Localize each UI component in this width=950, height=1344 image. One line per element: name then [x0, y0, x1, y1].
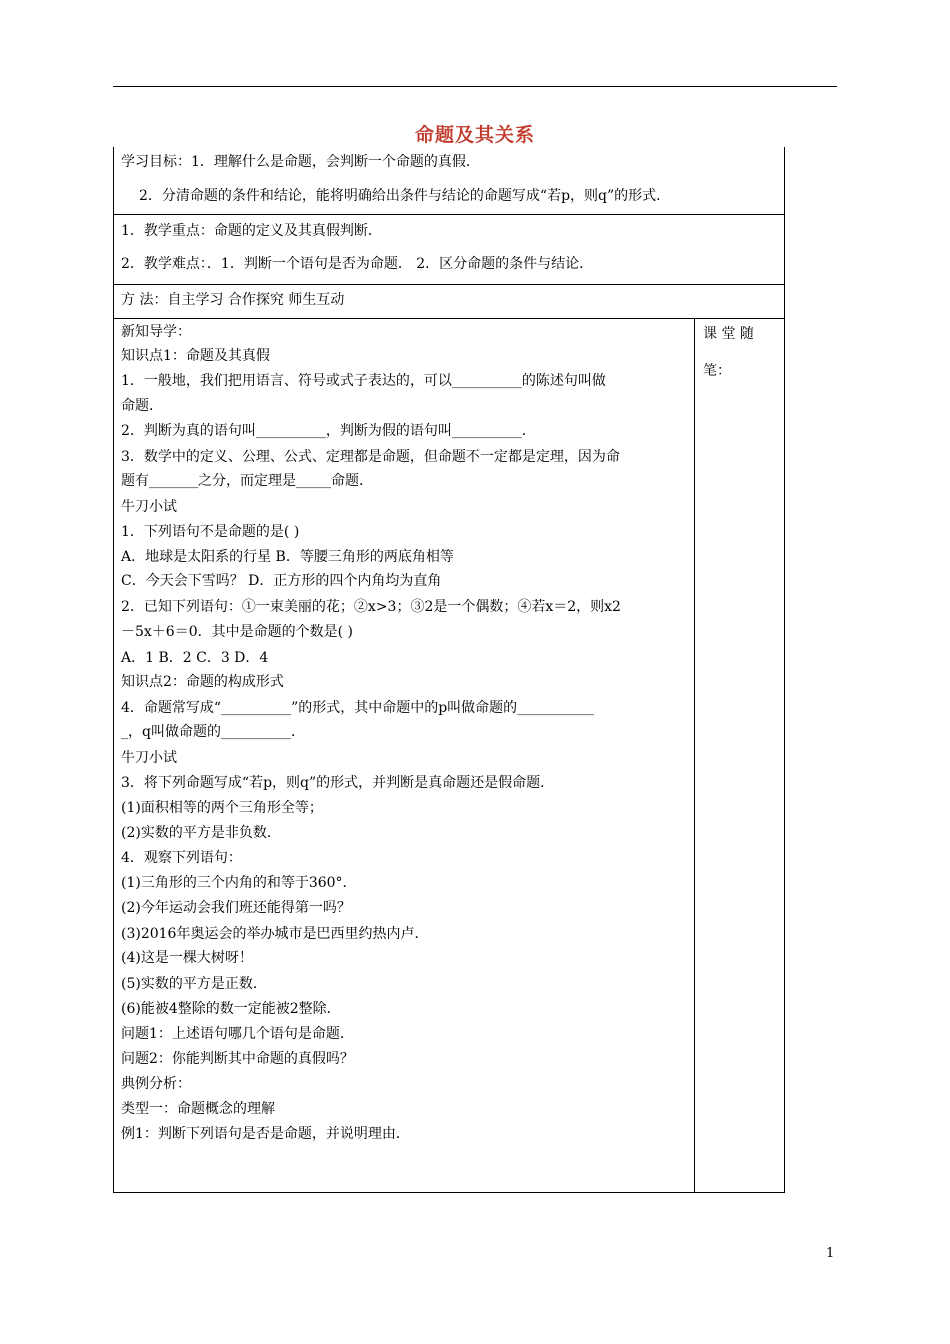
content-line: C．今天会下雪吗？ D．正方形的四个内角均为直角	[121, 573, 442, 589]
content-line: 2．已知下列语句：①一束美丽的花；②x>3；③2是一个偶数；④若x＝2，则x2	[121, 599, 621, 615]
content-line: A．地球是太阳系的行星 B．等腰三角形的两底角相等	[121, 549, 454, 565]
content-line: 3．数学中的定义、公理、公式、定理都是命题，但命题不一定都是定理，因为命	[121, 449, 620, 465]
content-line: (1)面积相等的两个三角形全等；	[121, 800, 323, 816]
teaching-focus: 1．教学重点：命题的定义及其真假判断．	[121, 223, 382, 239]
content-line: 牛刀小试	[121, 750, 177, 766]
notes-heading-cont: 笔：	[703, 363, 731, 379]
content-line: (6)能被4整除的数一定能被2整除．	[121, 1001, 341, 1017]
content-line: 问题2：你能判断其中命题的真假吗？	[121, 1051, 354, 1067]
notes-column-divider	[694, 318, 695, 1193]
page-title: 命题及其关系	[414, 124, 535, 146]
content-line: (5)实数的平方是正数．	[121, 976, 267, 992]
objective-2: 2．分清命题的条件和结论，能将明确给出条件与结论的命题写成“若p，则q”的形式．	[139, 188, 671, 204]
teaching-difficulty: 2．教学难点：．1．判断一个语句是否为命题． 2．区分命题的条件与结论．	[121, 256, 594, 272]
content-line: 例1：判断下列语句是否是命题，并说明理由．	[121, 1126, 410, 1142]
content-line: 4．命题常写成“__________”的形式，其中命题中的p叫做命题的___________	[121, 700, 595, 716]
content-line: 命题．	[121, 398, 163, 414]
objective-1: 学习目标：1．理解什么是命题，会判断一个命题的真假．	[121, 154, 480, 170]
row-divider-objectives	[113, 214, 785, 215]
content-line: 3．将下列命题写成“若p，则q”的形式，并判断是真命题还是假命题．	[121, 775, 555, 791]
content-line: 类型一：命题概念的理解	[121, 1101, 275, 1117]
content-line: A．1 B．2 C．3 D．4	[121, 650, 269, 666]
content-line: 4．观察下列语句：	[121, 850, 242, 866]
content-line: _，q叫做命题的__________．	[121, 724, 305, 740]
content-line: (2)实数的平方是非负数．	[121, 825, 281, 841]
notes-heading: 课 堂 随	[703, 326, 754, 342]
teaching-method: 方 法：自主学习 合作探究 师生互动	[121, 292, 345, 308]
content-line: 问题1：上述语句哪几个语句是命题．	[121, 1026, 354, 1042]
content-line: 新知导学：	[121, 324, 191, 340]
content-line: (4)这是一棵大树呀！	[121, 950, 253, 966]
content-line: (2)今年运动会我们班还能得第一吗？	[121, 900, 351, 916]
content-line: 知识点2：命题的构成形式	[121, 674, 284, 690]
content-line: 1．一般地，我们把用语言、符号或式子表达的，可以__________的陈述句叫做	[121, 373, 606, 389]
page-number: 1	[826, 1246, 835, 1261]
row-divider-focus	[113, 284, 785, 285]
content-line: －5x＋6＝0．其中是命题的个数是( )	[121, 624, 353, 640]
content-line: 知识点1：命题及其真假	[121, 348, 270, 364]
content-line: 典例分析：	[121, 1076, 191, 1092]
content-line: 牛刀小试	[121, 499, 177, 515]
row-divider-method	[113, 318, 785, 319]
header-rule	[113, 86, 837, 87]
content-line: 题有_______之分，而定理是_____命题．	[121, 473, 373, 489]
content-line: (3)2016年奥运会的举办城市是巴西里约热内卢．	[121, 926, 429, 942]
content-line: 1．下列语句不是命题的是( )	[121, 524, 300, 540]
content-line: (1)三角形的三个内角的和等于360°．	[121, 875, 357, 891]
content-line: 2．判断为真的语句叫__________，判断为假的语句叫__________．	[121, 423, 536, 439]
